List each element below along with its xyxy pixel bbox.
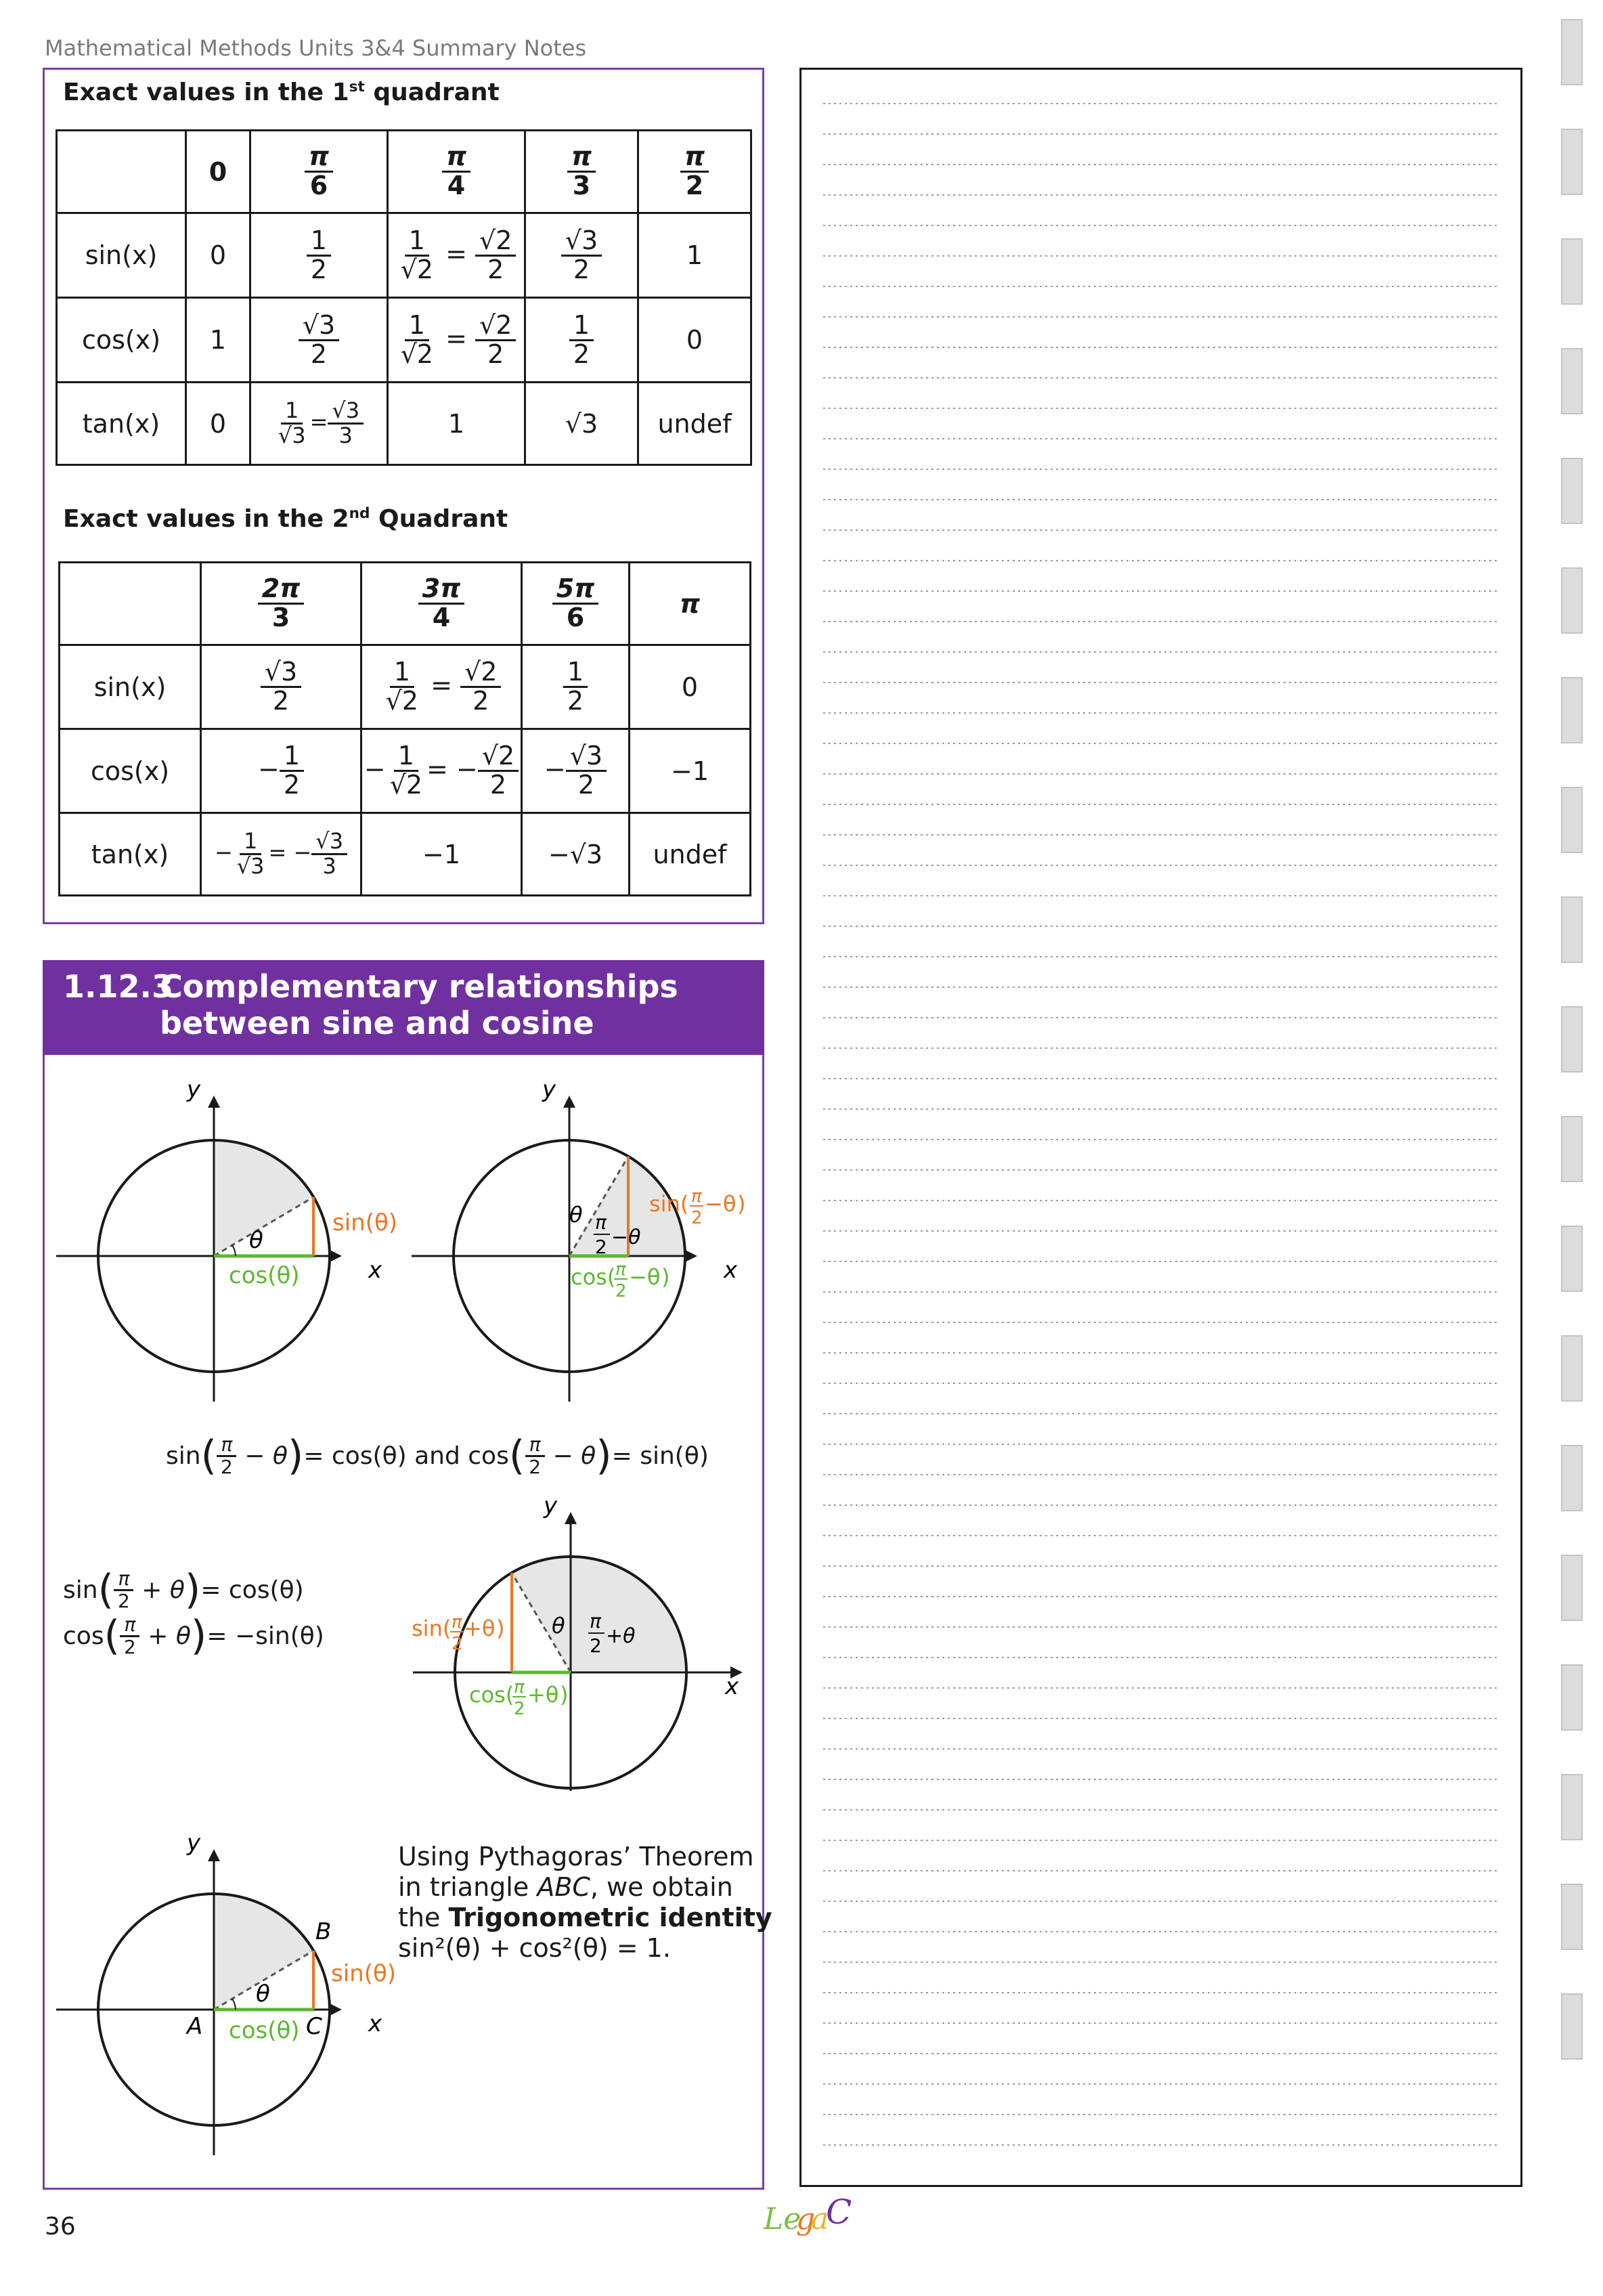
side-tab (1561, 787, 1583, 853)
side-tab (1561, 1774, 1583, 1840)
svg-text:sin(: sin( (649, 1191, 689, 1217)
svg-text:+θ: +θ (527, 1682, 559, 1708)
svg-text:+θ: +θ (606, 1624, 636, 1648)
side-tab (1561, 677, 1583, 743)
side-tab (1561, 1993, 1583, 2060)
svg-text:2: 2 (452, 1634, 463, 1654)
svg-text:): ) (560, 1682, 569, 1708)
side-tab (1561, 1884, 1583, 1950)
q1-title: Exact values in the 1st quadrant (63, 79, 500, 106)
svg-text:2: 2 (514, 1699, 525, 1719)
cos-theta-label: cos(θ) (229, 1262, 300, 1289)
svg-text:cos(: cos( (571, 1264, 616, 1290)
svg-text:π: π (514, 1677, 525, 1697)
svg-text:x: x (725, 1673, 739, 1700)
svg-text:2: 2 (595, 1236, 607, 1258)
dotted-lines (802, 70, 1520, 2185)
side-tab (1561, 1335, 1583, 1402)
diagram-pythagoras (56, 1829, 396, 2155)
svg-text:x: x (368, 1257, 382, 1284)
q2-title: Exact values in the 2nd Quadrant (63, 505, 508, 533)
diagram-complement (412, 1076, 745, 1402)
section-banner: 1.12.3 Complementary relationships between sine and cosine (43, 960, 764, 1055)
svg-text:y: y (187, 1076, 201, 1103)
svg-text:B: B (315, 1918, 332, 1945)
svg-text:Le: Le (764, 2202, 802, 2236)
svg-text:C: C (826, 2192, 852, 2232)
svg-text:π: π (590, 1610, 601, 1632)
theta-label: θ (249, 1227, 263, 1254)
side-tab (1561, 1664, 1583, 1731)
svg-text:): ) (661, 1264, 670, 1290)
svg-text:sin(: sin( (412, 1616, 452, 1641)
svg-text:cos(θ): cos(θ) (229, 2017, 300, 2044)
side-tab (1561, 238, 1583, 305)
svg-text:g: g (796, 2202, 816, 2236)
svg-text:π: π (452, 1612, 462, 1632)
complement-formula: sin ( $\frac{\pi}{2}$ − θ ) = cos(θ) and cos ( $\frac{\pi}{2}$ − θ ) = sin(θ) (166, 1432, 709, 1479)
svg-text:−θ: −θ (629, 1264, 661, 1290)
svg-text:2: 2 (615, 1281, 627, 1301)
svg-text:): ) (737, 1191, 746, 1217)
side-tab (1561, 129, 1583, 195)
row-label-cos: cos(x) (57, 298, 186, 383)
side-tab (1561, 1226, 1583, 1292)
svg-text:C: C (306, 2013, 322, 2040)
svg-text:+θ: +θ (464, 1616, 496, 1641)
svg-text:π: π (691, 1186, 702, 1207)
row-label-tan: tan(x) (57, 383, 186, 465)
shaded-sector (214, 1140, 313, 1256)
side-tab (1561, 1006, 1583, 1073)
plus-sin-formula: sin ( $\frac{\pi}{2}$ + θ ) = cos(θ) (63, 1566, 304, 1613)
side-tab (1561, 896, 1583, 963)
svg-text:sin(θ): sin(θ) (331, 1960, 397, 1987)
svg-text:2: 2 (691, 1208, 703, 1228)
q1-table: 0 $\frac{\pi}{6}$ $\frac{\pi}{4}$ $\frac{\pi}{3}$ $\frac{\pi}{2}$ sin(x) 0 $\frac{1}{2}$ $\frac{1}{√2}$ = $\frac{√2}{2}$ $\frac{√3}{2}$ 1 cos(x) 1 $\frac{√3}{2}$ $\frac{1}{√2}$ = $\frac{√2}{2}$ $\frac{1}{2}$ 0 tan(x) 0 $\frac{1}{√3}$ = $\frac{√3}{3}$ 1 √3 undef (56, 129, 752, 466)
svg-text:x: x (368, 2010, 382, 2037)
side-tab (1561, 1555, 1583, 1621)
svg-text:π: π (595, 1211, 607, 1234)
svg-text:): ) (496, 1616, 505, 1641)
svg-text:y: y (542, 1076, 556, 1103)
diagram-sin-cos-theta (56, 1076, 397, 1402)
q2-table: $\frac{2\pi}{3}$ $\frac{3\pi}{4}$ $\frac{5\pi}{6}$ π sin(x) $\frac{√3}{2}$ $\frac{1}{√2}$ = $\frac{√2}{2}$ $\frac{1}{2}$ 0 cos(x) − $\frac{1}{2}$ − $\frac{1}{√2}$ = − $\frac{√2}{2}$ − $\frac{√3}{2}$ −1 tan(x) − $\frac{1}{√3}$ = − $\frac{√3}{3}$ −1 −√3 undef (58, 561, 751, 896)
page-header: Mathematical Methods Units 3&4 Summary Notes (45, 35, 587, 61)
svg-text:π: π (615, 1259, 626, 1280)
notes-lines-box (799, 68, 1522, 2187)
side-tab (1561, 458, 1583, 524)
svg-text:−θ: −θ (611, 1226, 641, 1249)
pythagoras-note: Using Pythagoras’ Theorem in triangle ABC, we obtain the Trigonometric identity sin²(θ) + cos²(θ) = 1. (398, 1842, 772, 1963)
sin-theta-label: sin(θ) (332, 1209, 398, 1236)
side-tab (1561, 567, 1583, 634)
svg-text:cos(: cos( (469, 1682, 514, 1708)
svg-text:θ: θ (552, 1613, 565, 1639)
row-label-sin: sin(x) (57, 213, 186, 298)
svg-text:θ: θ (569, 1202, 583, 1228)
svg-text:2: 2 (590, 1634, 602, 1657)
svg-text:A: A (187, 2013, 203, 2040)
legac-logo (758, 2192, 852, 2248)
side-tab (1561, 19, 1583, 85)
diagram-plus-quarter (412, 1492, 739, 1791)
side-tab (1561, 348, 1583, 414)
svg-text:y: y (187, 1829, 201, 1857)
svg-text:θ: θ (256, 1980, 270, 2008)
svg-text:a: a (811, 2202, 829, 2236)
svg-text:y: y (544, 1492, 558, 1519)
svg-text:−θ: −θ (705, 1191, 737, 1217)
side-tab (1561, 1116, 1583, 1182)
side-tab (1561, 1445, 1583, 1511)
plus-cos-formula: cos ( $\frac{\pi}{2}$ + θ ) = −sin(θ) (63, 1612, 324, 1660)
page-number: 36 (45, 2213, 76, 2240)
svg-text:x: x (724, 1257, 738, 1284)
